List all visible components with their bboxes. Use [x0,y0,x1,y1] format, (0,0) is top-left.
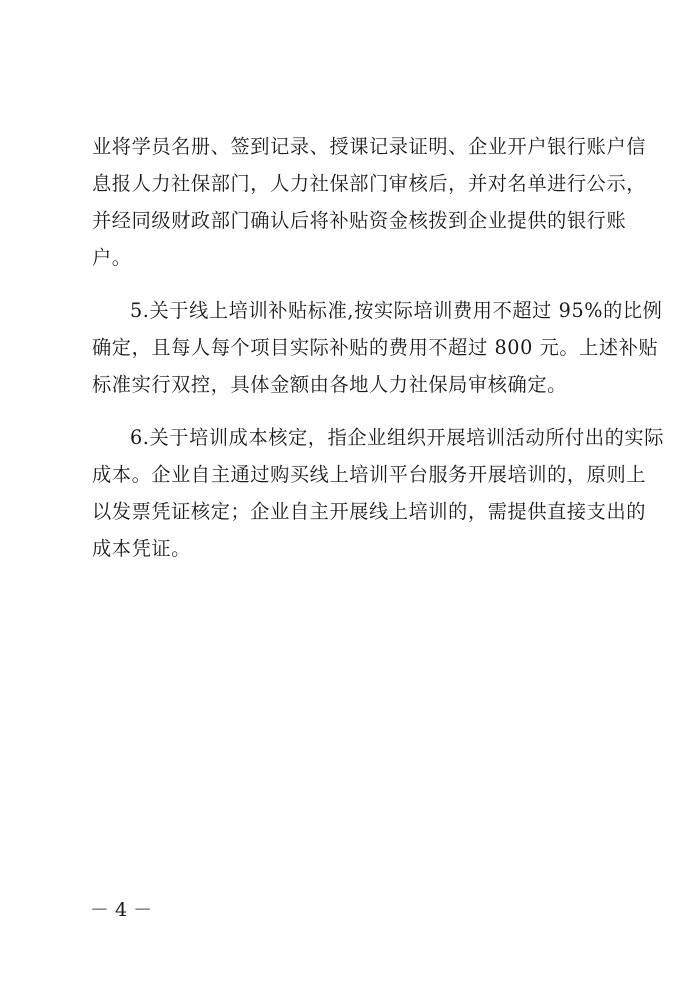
text-line: 标准实行双控，具体金额由各地人力社保局审核确定。 [92,373,567,396]
text-line: 5.关于线上培训补贴标准,按实际培训费用不超过 95%的比例 [130,299,663,322]
paragraph-gap [92,403,618,419]
text-line: 确定，且每人每个项目实际补贴的费用不超过 800 元。上述补贴 [92,336,659,359]
text-line: 6.关于培训成本核定，指企业组织开展培训活动所付出的实际 [130,426,664,449]
text-line: 并经同级财政部门确认后将补贴资金核拨到企业提供的银行账 [92,209,627,232]
text-line: 业将学员名册、签到记录、授课记录证明、企业开户银行账户信 [92,135,647,158]
paragraph-6 [92,419,664,567]
paragraph-continued [92,128,647,276]
text-line: 以发票凭证核定；企业自主开展线上培训的，需提供直接支出的 [92,500,647,523]
text-line: 息报人力社保部门，人力社保部门审核后，并对名单进行公示， [92,172,647,195]
page-number: － 4 － [90,899,153,921]
text-line: 成本。企业自主通过购买线上培训平台服务开展培训的，原则上 [92,463,647,486]
text-line: 户。 [92,246,132,269]
paragraph-gap [92,276,618,292]
text-line: 成本凭证。 [92,537,191,560]
document-body [92,128,664,567]
paragraph-5 [92,292,663,403]
